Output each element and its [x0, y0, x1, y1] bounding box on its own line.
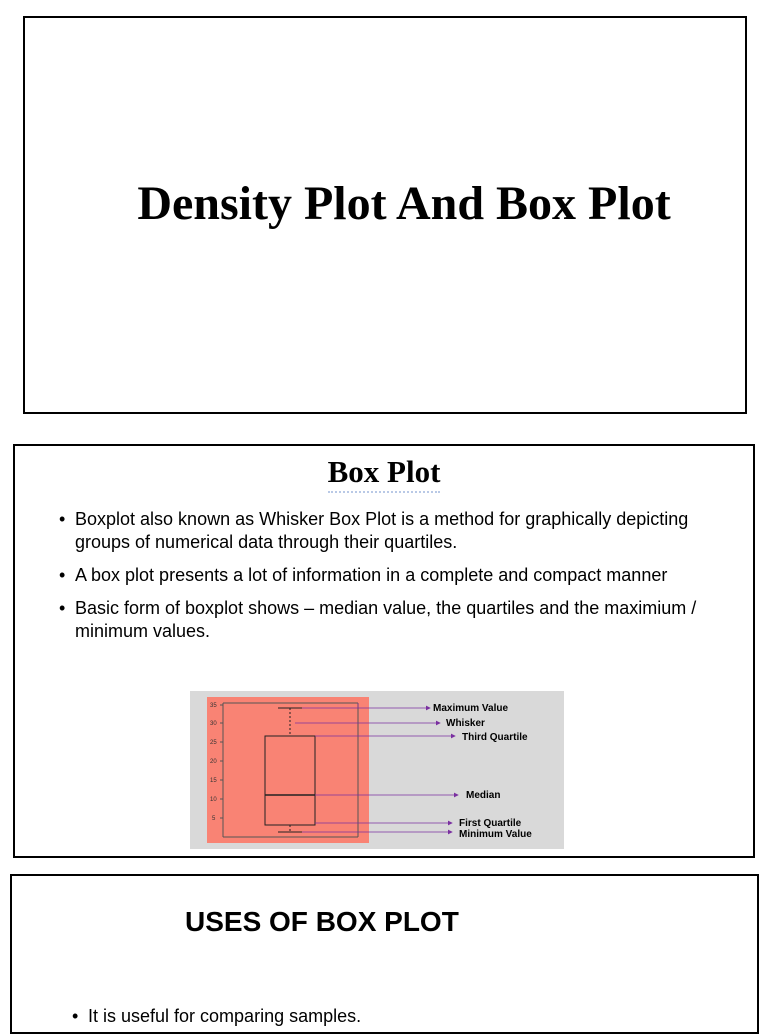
box-plot-slide [13, 444, 755, 858]
bullet-list [59, 508, 729, 653]
label-whisker: Whisker [446, 718, 485, 729]
tick-label: 25 [210, 740, 217, 746]
label-median: Median [466, 790, 501, 801]
tick-label: 30 [210, 721, 217, 727]
box-plot-svg [190, 691, 564, 849]
bullet-item: • Basic form of boxplot shows – median value, the quartiles and the maximium / minimum values. [59, 597, 729, 643]
tick-label: 5 [212, 816, 216, 822]
label-third-quartile: Third Quartile [462, 732, 528, 743]
bullet-item: • It is useful for comparing samples. [72, 1006, 361, 1027]
title-slide [23, 16, 747, 414]
tick-label: 15 [210, 778, 217, 784]
slide-heading [15, 454, 753, 490]
uses-slide [10, 874, 759, 1034]
label-first-quartile: First Quartile [459, 818, 522, 829]
tick-label: 20 [210, 759, 217, 765]
slide-heading-text: Box Plot [328, 454, 441, 493]
plot-area [207, 697, 369, 843]
slide-heading: USES OF BOX PLOT [185, 906, 459, 937]
bullet-item: • A box plot presents a lot of information in a complete and compact manner [59, 564, 729, 587]
tick-label: 35 [210, 703, 217, 709]
label-maximum: Maximum Value [433, 703, 509, 714]
tick-label: 10 [210, 797, 217, 803]
label-minimum: Minimum Value [459, 829, 532, 840]
bullet-item: • Boxplot also known as Whisker Box Plot is a method for graphically depicting groups of numerical data through their quartiles. [59, 508, 729, 554]
slide-title: Density Plot And Box Plot [137, 177, 671, 230]
box-plot-diagram [190, 691, 564, 849]
